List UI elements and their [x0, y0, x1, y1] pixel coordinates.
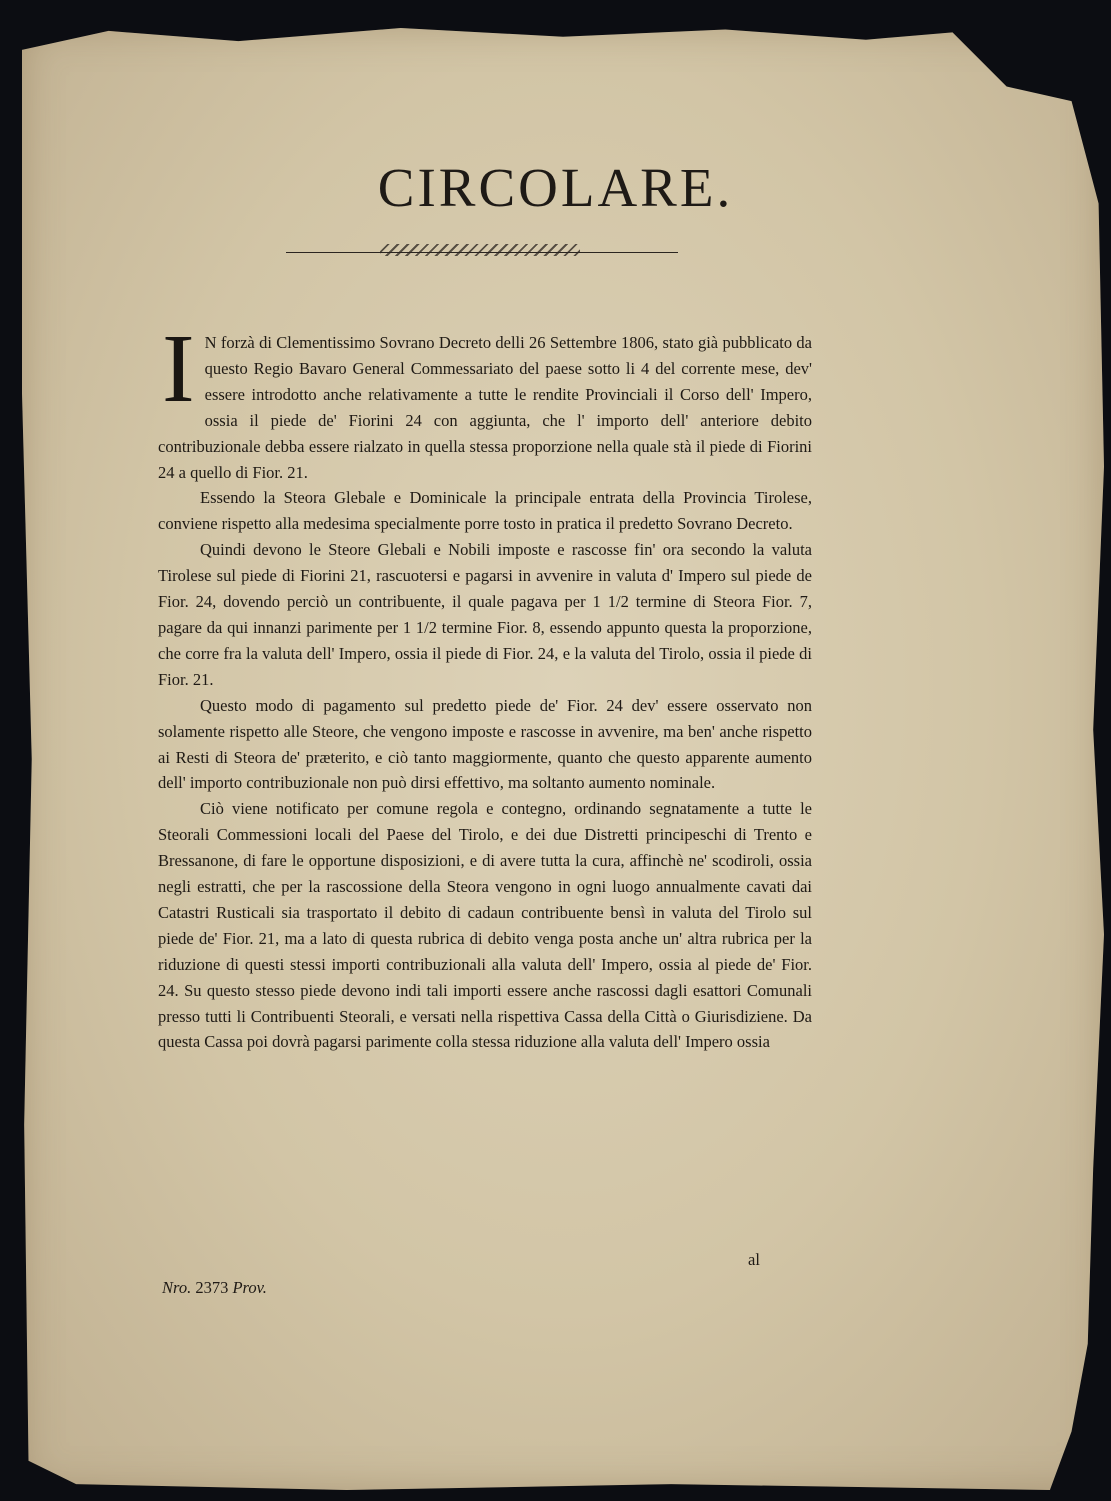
paragraph-1-text: N forzà di Clementissimo Sovrano Decreto delli 26 Settembre 1806, stato già pubblicato da questo Regio Bavaro General Commessariato del paese sotto li 4 del corrente mese, dev' essere introdotto anche relativamente a tutte le rendite Provinciali il Corso dell' Impero, ossia il piede de' Fiorini 24 con aggiunta, che l' importo dell' anteriore debito contribuzionale debba essere rialzato in quella stessa proporzione nella quale stà il piede di Fiorini 24 a quello di Fior. 21. [158, 333, 812, 482]
paragraph-2: Essendo la Steora Glebale e Dominicale la principale entrata della Provincia Tirolese, conviene rispetto alla medesima specialmente porre tosto in pratica il predetto Sovrano Decreto. [158, 488, 812, 534]
document-title: CIRCOLARE. [377, 157, 734, 218]
reference-prefix: Nro. [162, 1278, 192, 1297]
catchword: al [748, 1250, 760, 1269]
body-text [158, 315, 812, 1055]
reference-suffix: Prov. [232, 1278, 267, 1297]
paragraph-3: Quindi devono le Steore Glebali e Nobili imposte e rascosse fin' ora secondo la valuta Tirolese sul piede di Fiorini 21, rascuotersi e pagarsi in avvenire in valuta d' Impero sul piede de Fior. 24, dovendo perciò un contribuente, il quale pagava per 1 1/2 termine di Steora Fior. 7, pagare da qui innanzi parimente per 1 1/2 termine Fior. 8, essendo appunto questa la proporzione, che corre fra la valuta dell' Impero, ossia il piede di Fior. 24, e la valuta del Tirolo, ossia il piede di Fior. 21. [158, 540, 812, 689]
paragraph-5: Ciò viene notificato per comune regola e contegno, ordinando segnatamente a tutte le Steorali Commessioni locali del Paese del Tirolo, e dei due Distretti principeschi di Trento e Bressanone, di fare le opportune disposizioni, e di avere tutta la cura, affinchè ne' scodiroli, ossia negli estratti, che per la rascossione della Steora vengono in ogni luogo annualmente cavati dai Catastri Rusticali sia trasportato il debito di cadaun contribuente bensì in valuta del Tirolo sul piede de' Fior. 21, ma a lato di questa rubrica di debito venga posta anche un' altra rubrica per la riduzione di questi stessi importi contribuzionali alla valuta dell' Impero, ossia al piede de' Fior. 24. Su questo stesso piede devono indi tali importi essere anche rascossi dagli esattori Comunali presso tutti li Contribuenti Steorali, e versati nella rispettiva Cassa della Città o Giurisdiziene. Da questa Cassa poi dovrà pagarsi parimente colla stessa riduzione alla valuta dell' Impero ossia [158, 799, 812, 1052]
paragraph-4: Questo modo di pagamento sul predetto piede de' Fior. 24 dev' essere osservato non solamente rispetto alle Steore, che vengono imposte e rascosse in avvenire, ma ben' anche rispetto ai Resti di Steora de' præterito, e ciò tanto maggiormente, quanto che questo apparente aumento dell' importo contribuzionale non può dirsi effettivo, ma soltanto aumento nominale. [158, 695, 812, 793]
reference-value: 2373 [195, 1278, 229, 1297]
title-ornament [380, 244, 580, 256]
paragraph-1 [158, 315, 812, 485]
reference-number [162, 1278, 267, 1298]
drop-cap: I [162, 315, 195, 423]
